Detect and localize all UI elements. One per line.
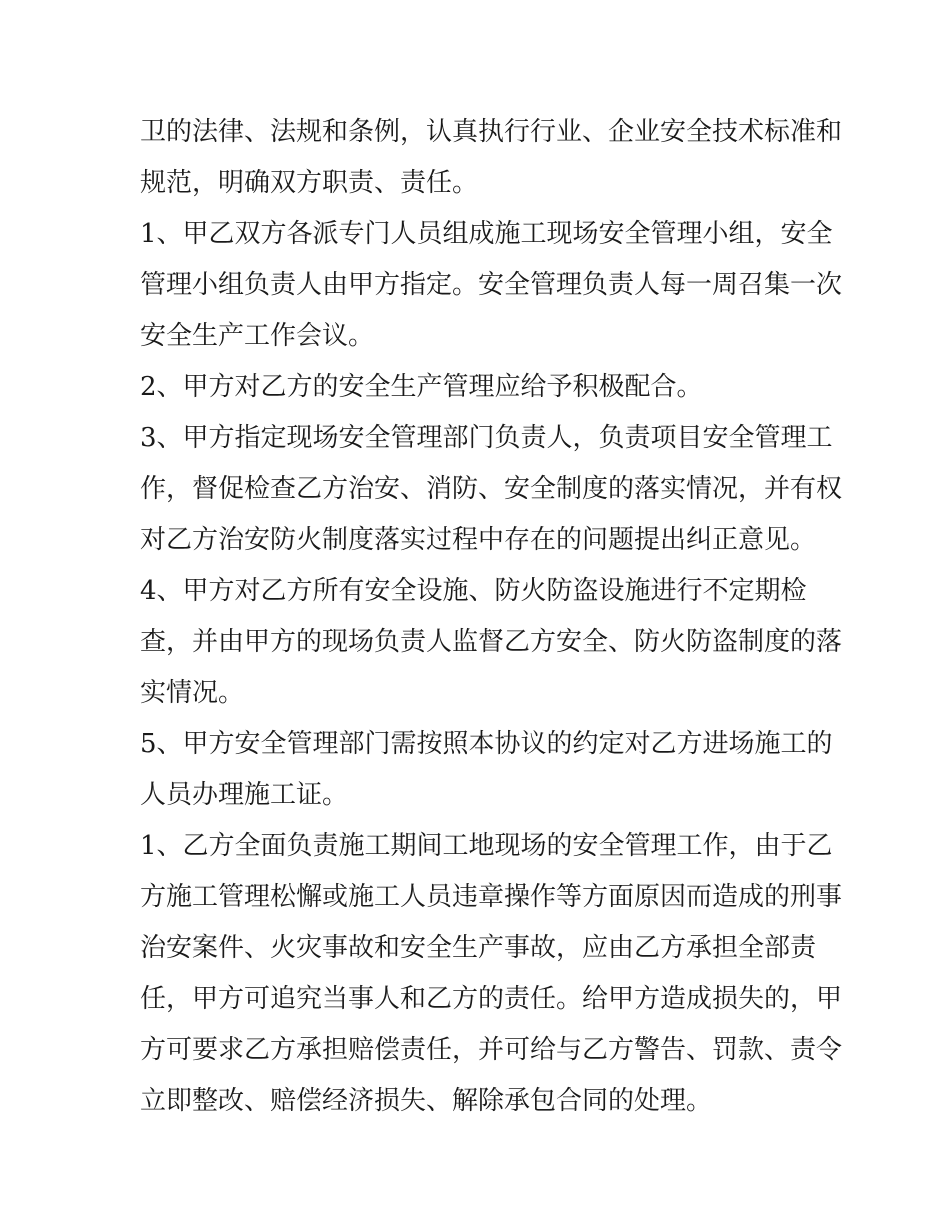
text-line: 卫的法律、法规和条例，认真执行行业、企业安全技术标准和 [140, 117, 843, 147]
text-line: 作，督促检查乙方治安、消防、安全制度的落实情况，并有权 [140, 474, 843, 504]
text-line: 管理小组负责人由甲方指定。安全管理负责人每一周召集一次 [140, 270, 843, 300]
text-line: 安全生产工作会议。 [140, 321, 375, 351]
paragraph-party-a-4 [140, 566, 843, 719]
text-line: 任，甲方可追究当事人和乙方的责任。给甲方造成损失的，甲 [140, 984, 843, 1014]
paragraph-party-a-3 [140, 413, 843, 566]
text-line: 方可要求乙方承担赔偿责任，并可给与乙方警告、罚款、责令 [140, 1035, 843, 1065]
text-line: 5、甲方安全管理部门需按照本协议的约定对乙方进场施工的 [140, 729, 833, 759]
paragraph-party-a-2 [140, 362, 820, 413]
text-line: 方施工管理松懈或施工人员违章操作等方面原因而造成的刑事 [140, 882, 843, 912]
text-line: 2、甲方对乙方的安全生产管理应给予积极配合。 [140, 372, 703, 402]
text-line: 治安案件、火灾事故和安全生产事故，应由乙方承担全部责 [140, 933, 817, 963]
text-line: 4、甲方对乙方所有安全设施、防火防盗设施进行不定期检 [140, 576, 807, 606]
paragraph-party-a-1 [140, 209, 843, 362]
paragraph-party-a-5 [140, 719, 833, 821]
text-line: 1、甲乙双方各派专门人员组成施工现场安全管理小组，安全 [140, 219, 833, 249]
document-body [140, 107, 843, 1127]
text-line: 规范，明确双方职责、责任。 [140, 168, 479, 198]
text-line: 3、甲方指定现场安全管理部门负责人，负责项目安全管理工 [140, 423, 833, 453]
paragraph-intro [140, 107, 843, 209]
text-line: 对乙方治安防火制度落实过程中存在的问题提出纠正意见。 [140, 525, 817, 555]
text-line: 人员办理施工证。 [140, 780, 349, 810]
text-line: 立即整改、赔偿经济损失、解除承包合同的处理。 [140, 1086, 713, 1116]
text-line: 实情况。 [140, 678, 245, 708]
text-line: 1、乙方全面负责施工期间工地现场的安全管理工作，由于乙 [140, 831, 833, 861]
text-line: 查，并由甲方的现场负责人监督乙方安全、防火防盗制度的落 [140, 627, 843, 657]
paragraph-party-b-1 [140, 821, 843, 1127]
